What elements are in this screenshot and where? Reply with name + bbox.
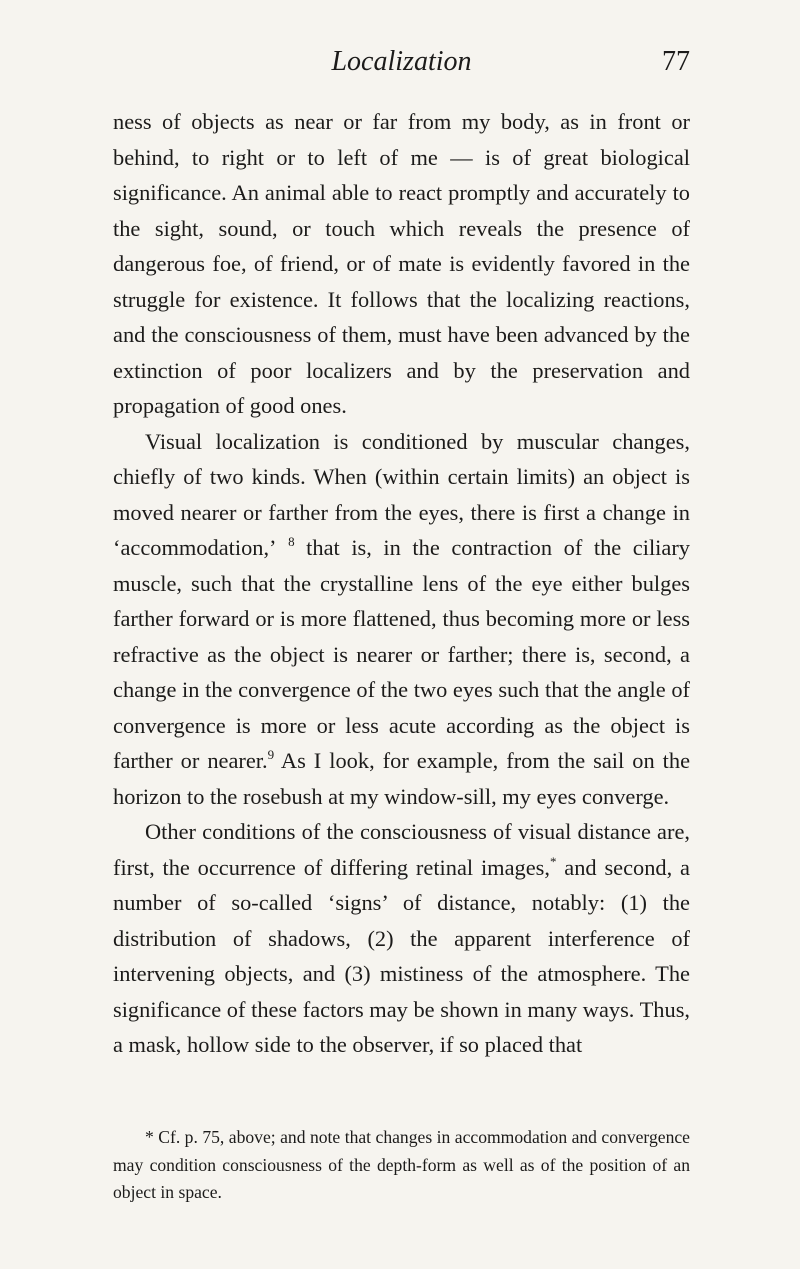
paragraph-3-text-a: Other conditions of the consciousness of visual distance are, first, the occurrence of differing retinal images, xyxy=(113,819,690,880)
paragraph-2 xyxy=(113,424,690,815)
paragraph-2-text-b: that is, in the contraction of the ciliary muscle, such that the crystalline lens of the eye either bulges farther forward or is more flattened, thus becoming more or less refractive as the object is nearer or farther; there is, second, a change in the convergence of the two eyes such that the angle of convergence is more or less acute according as the object is farther or nearer. xyxy=(113,535,690,773)
footnote-reference-8: 8 xyxy=(288,534,295,549)
footnote-reference-asterisk: * xyxy=(549,853,557,869)
paragraph-3-text-b: and second, a number of so-called ‘signs’ of distance, notably: (1) the distribution of shadows, (2) the apparent interference of intervening objects, and (3) mistiness of the atmosphere. The significance of these factors may be shown in many ways. Thus, a mask, hollow side to the observer, if so placed that xyxy=(113,854,690,1057)
paragraph-3 xyxy=(113,814,690,1063)
footnote-area xyxy=(113,1124,690,1207)
running-title: Localization xyxy=(331,46,472,77)
paragraph-1: ness of objects as near or far from my body, as in front or behind, to right or to left of me — is of great biological significance. An animal able to react promptly and accurately to the sight, sound, or touch which reveals the presence of dangerous foe, of friend, or of mate is evidently favored in the struggle for existence. It follows that the localizing reactions, and the consciousness of them, must have been advanced by the extinction of poor localizers and by the preservation and propagation of good ones. xyxy=(113,109,690,418)
page-number: 77 xyxy=(662,46,690,77)
paragraph-2-text-a: Visual localization is conditioned by muscular changes, chiefly of two kinds. When (within certain limits) an object is moved nearer or farther from the eyes, there is first a change in ‘accommodation,’ xyxy=(113,428,690,560)
body-text xyxy=(113,104,690,1063)
footnote-reference-9: 9 xyxy=(267,747,275,762)
paragraph-2-text-c: As I look, for example, from the sail on the horizon to the rosebush at my window-sill, my eyes converge. xyxy=(113,748,691,809)
running-head xyxy=(113,44,690,84)
footnote: * Cf. p. 75, above; and note that changes in accommodation and convergence may condition consciousness of the depth-form as well as of the position of an object in space. xyxy=(113,1127,690,1202)
